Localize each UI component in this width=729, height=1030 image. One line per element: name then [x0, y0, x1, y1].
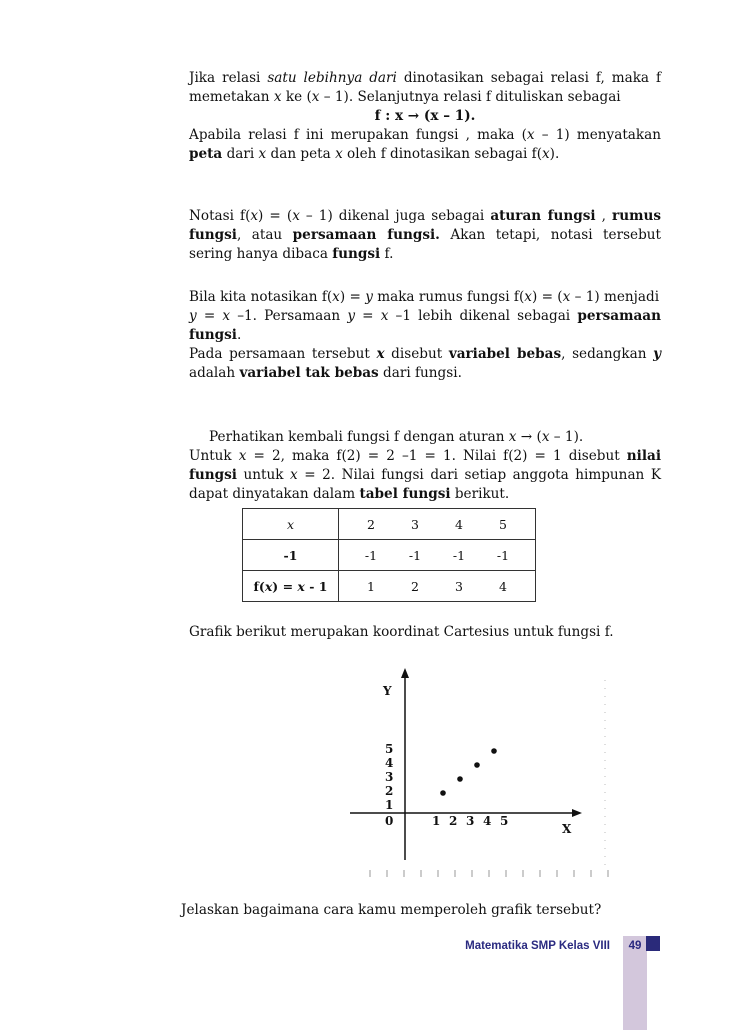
x-tick-label: 5 [500, 814, 509, 828]
table-head-fx: f(x) = x - 1 [243, 571, 339, 602]
table-row [243, 571, 536, 602]
x-tick-label: 3 [466, 814, 475, 828]
table-row [243, 509, 536, 540]
graph-intro: Grafik berikut merupakan koordinat Cartesius untuk fungsi f. [189, 624, 614, 640]
table-values: 2 3 4 5 [339, 509, 536, 540]
data-point [491, 748, 497, 754]
y-tick-label: 3 [385, 770, 394, 784]
y-axis-arrow [401, 668, 409, 678]
table-head-x: x [243, 509, 339, 540]
x-tick-label: 4 [483, 814, 492, 828]
y-tick-label: 5 [385, 742, 394, 756]
y-tick-label: 2 [385, 784, 394, 798]
page-number: 49 [628, 940, 642, 952]
question: Jelaskan bagaimana cara kamu memperoleh grafik tersebut? [181, 902, 602, 918]
footer-accent-square [646, 936, 660, 951]
paragraph-relation: Jika relasi satu lebihnya dari dinotasikan sebagai relasi f, maka f memetakan x ke (x – 1). Selanjutnya relasi f dituliskan sebagai f : x → (x – 1). Apabila relasi f ini merupakan fungsi , maka (x – 1) menyatakan peta dari x dan peta x oleh f dinotasikan sebagai f(x). [189, 70, 661, 162]
data-point [474, 762, 480, 768]
x-tick-label: 1 [432, 814, 441, 828]
table-values: 1 2 3 4 [339, 571, 536, 602]
function-table [242, 508, 536, 602]
origin-label: 0 [385, 814, 394, 828]
footer-book-title: Matematika SMP Kelas VIII [465, 940, 610, 952]
x-axis-label: X [562, 822, 572, 836]
data-point [440, 790, 446, 796]
y-tick-label: 1 [385, 798, 394, 812]
paragraph-equation: Bila kita notasikan f(x) = y maka rumus fungsi f(x) = (x – 1) menjadi y = x –1. Persamaan y = x –1 lebih dikenal sebagai persamaan fungsi. Pada persamaan tersebut x disebut variabel bebas, sedangkan y adalah variabel tak bebas dari fungsi. [189, 289, 661, 381]
x-axis-arrow [572, 809, 582, 817]
data-point [457, 776, 463, 782]
paragraph-notation: Notasi f(x) = (x – 1) dikenal juga sebagai aturan fungsi , rumus fungsi, atau persamaan fungsi. Akan tetapi, notasi tersebut sering hanya dibaca fungsi f. [189, 208, 662, 262]
x-tick-label: 2 [449, 814, 458, 828]
cartesian-graph [350, 665, 620, 880]
formula: f : x → (x – 1). [374, 108, 476, 124]
table-row [243, 540, 536, 571]
y-tick-label: 4 [385, 756, 394, 770]
table-values: -1 -1 -1 -1 [339, 540, 536, 571]
y-axis-label: Y [383, 684, 392, 698]
paragraph-value: Perhatikan kembali fungsi f dengan aturan x → (x – 1). Untuk x = 2, maka f(2) = 2 –1 = 1. Nilai f(2) = 1 disebut nilai fungsi untuk x = 2. Nilai fungsi dari setiap anggota himpunan K dapat dinyatakan dalam tabel fungsi berikut. [189, 429, 661, 502]
table-head-minus-one: -1 [243, 540, 339, 571]
